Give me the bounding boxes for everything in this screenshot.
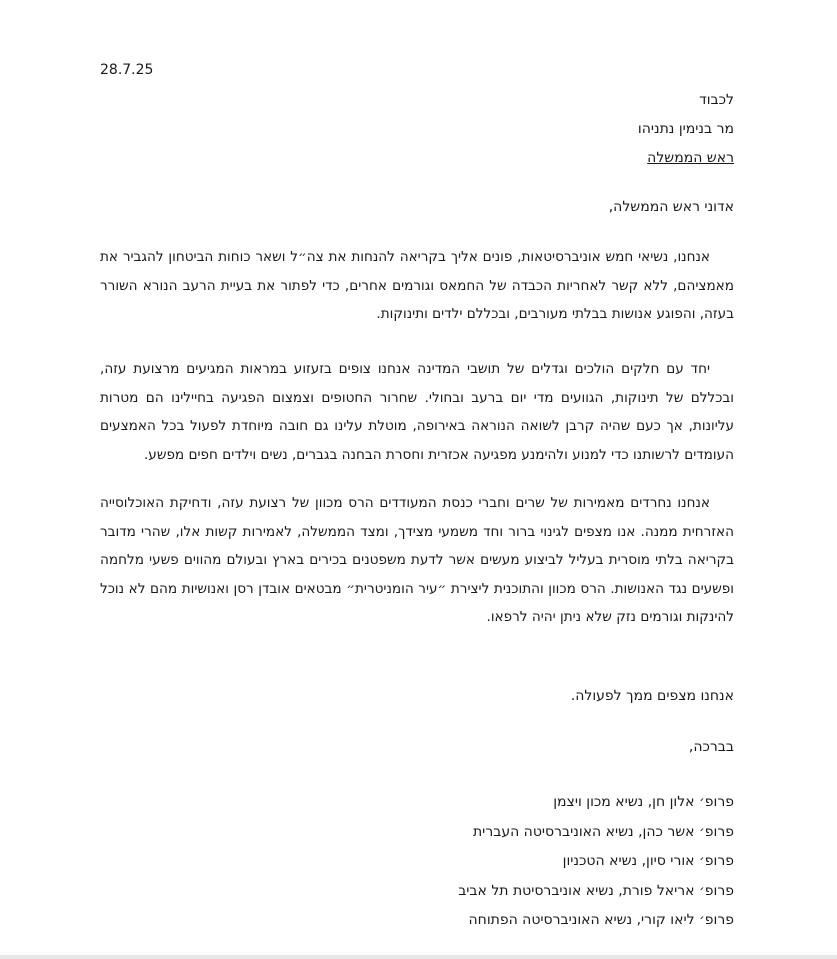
signatory: פרופ׳ אורי סיון, נשיא הטכניון [562,853,734,869]
letter-date: 28.7.25 [100,62,154,78]
signatory: פרופ׳ אשר כהן, נשיא האוניברסיטה העברית [472,823,734,840]
salutation: אדוני ראש הממשלה, [608,199,734,215]
closing-line: אנחנו מצפים ממך לפעולה. [570,688,734,704]
addressee-to: לכבוד [699,92,734,108]
addressee-block [638,86,734,173]
addressee-name: מר בנימין נתניהו [637,121,734,137]
page-bottom-edge [0,955,837,959]
addressee-title: ראש הממשלה [647,150,734,166]
paragraph-text: אנחנו, נשיאי חמש אוניברסיטאות, פונים אליך בקריאה להנחות את צה״ל ושאר כוחות הביטחון להגביר את מאמציהם, ללא קשר לאחריות הכבדה של החמאס וגורמים אחרים, כדי לפתור את בעיית הרעב הנורא השורר בעזה, והפוגע אנושות בבלתי מעורבים, ובכללם ילדים ותינוקות. [100,249,734,322]
paragraph-text: יחד עם חלקים הולכים וגדלים של תושבי המדינה אנחנו צופים בזעזוע במראות המגיעים מרצועת עזה, ובכללם של תינוקות, הגוועים מדי יום ברעב ובחולי. שחרור החטופים וצמצום הפגיעה בחיילינו הם מטרות עליונות, אך כעם שהיה קרבן לשואה הנוראה באירופה, מוטלת עלינו גם חובה מיוחדת לפעול בכל האמצעים העומדים לרשותנו כדי למנוע ולהימנע מפגיעה אכזרית וחסרת הבחנה בגברים, נשים וילדים חפים מפשע. [100,361,734,463]
regards-line: בברכה, [688,739,734,755]
signatory: פרופ׳ אריאל פורת, נשיא אוניברסיטת תל אביב [458,882,734,899]
signatories-list [458,788,734,936]
signatory: פרופ׳ ליאו קורי, נשיא האוניברסיטה הפתוחה [468,912,734,928]
body-paragraph-1 [100,243,734,329]
body-paragraph-3 [100,489,734,632]
paragraph-text: אנחנו נחרדים מאמירות של שרים וחברי כנסת המעודדים הרס מכוון של רצועת עזה, ודחיקת האוכלוסייה האזרחית ממנה. אנו מצפים לגינוי ברור וחד משמעי מצידך, ומצד הממשלה, לאמירות קשות אלו, שהרי מדובר בקריאה בלתי מוסרית בעליל לביצוע מעשים אשר לדעת משפטנים בכירים בארץ ובעולם מהווים פשעי מלחמה ופשעים נגד האנושות. הרס מכוון והתוכנית ליצירת ״עיר הומניטרית״ מבטאים אובדן רסן ואנושיות מהם לא נוכל להינקות וגורמים נזק שלא ניתן יהיה לרפאו. [100,495,734,625]
body-paragraph-2 [100,355,734,469]
signatory: פרופ׳ אלון חן, נשיא מכון ויצמן [553,794,734,810]
